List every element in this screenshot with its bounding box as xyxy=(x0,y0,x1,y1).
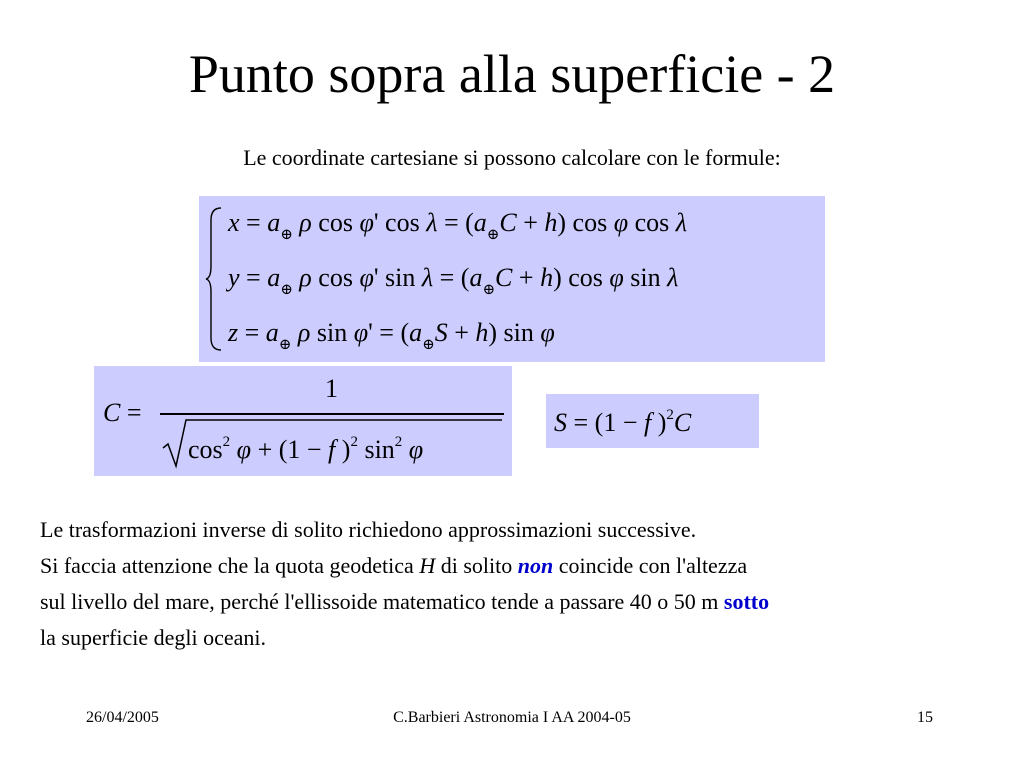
c-formula-numerator: 1 xyxy=(325,374,338,403)
c-formula-fraction-bar xyxy=(160,413,504,415)
line2-text-a: Si faccia attenzione che la quota geodetica xyxy=(40,553,420,578)
line2-text-c: coincide con l'altezza xyxy=(553,553,748,578)
paragraph-line-3 xyxy=(40,584,1000,620)
emphasis-sotto: sotto xyxy=(723,589,770,614)
footer-page-number: 15 xyxy=(917,709,933,726)
emphasis-non: non xyxy=(517,553,554,578)
slide-subtitle: Le coordinate cartesiane si possono calcolare con le formule: xyxy=(243,145,781,170)
paragraph-line-2 xyxy=(40,548,1000,584)
equation-y: $y = a_\oplus$ ρ cos φ' $\sin \lambda = (a_\oplus C + h)$ cos φ sin λ xyxy=(228,263,679,298)
equation-x: $x = a_\oplus$ ρ cos φ' $\cos \lambda = (a_\oplus C + h)$ cos φ cos λ xyxy=(228,208,688,243)
line3-text-a: sul livello del mare, perché l'ellissoide matematico tende a passare 40 o 50 m xyxy=(40,589,724,614)
paragraph-line-4: la superficie degli oceani. xyxy=(40,625,267,650)
equation-z: $z = a_\oplus$ ρ $\sin \varphi' = (a_\oplus S + h)$ sin φ xyxy=(228,318,555,353)
explanation-paragraph xyxy=(40,512,1000,656)
left-brace xyxy=(205,206,223,352)
s-formula: S = (1 − f )$^2$C xyxy=(554,407,692,437)
c-formula-lhs: C = xyxy=(103,398,142,427)
paragraph-line-1: Le trasformazioni inverse di solito richiedono approssimazioni successive. xyxy=(40,517,697,542)
footer-date: 26/04/2005 xyxy=(86,709,159,726)
quota-symbol: H xyxy=(419,553,436,578)
slide-title: Punto sopra alla superficie - 2 xyxy=(188,44,836,104)
footer-course: C.Barbieri Astronomia I AA 2004-05 xyxy=(393,709,631,726)
c-formula-denominator: $\cos^2 \varphi + (1 - f$ )$^2$ $\sin^2 \varphi$ xyxy=(188,434,424,464)
line2-text-b: di solito xyxy=(435,553,518,578)
